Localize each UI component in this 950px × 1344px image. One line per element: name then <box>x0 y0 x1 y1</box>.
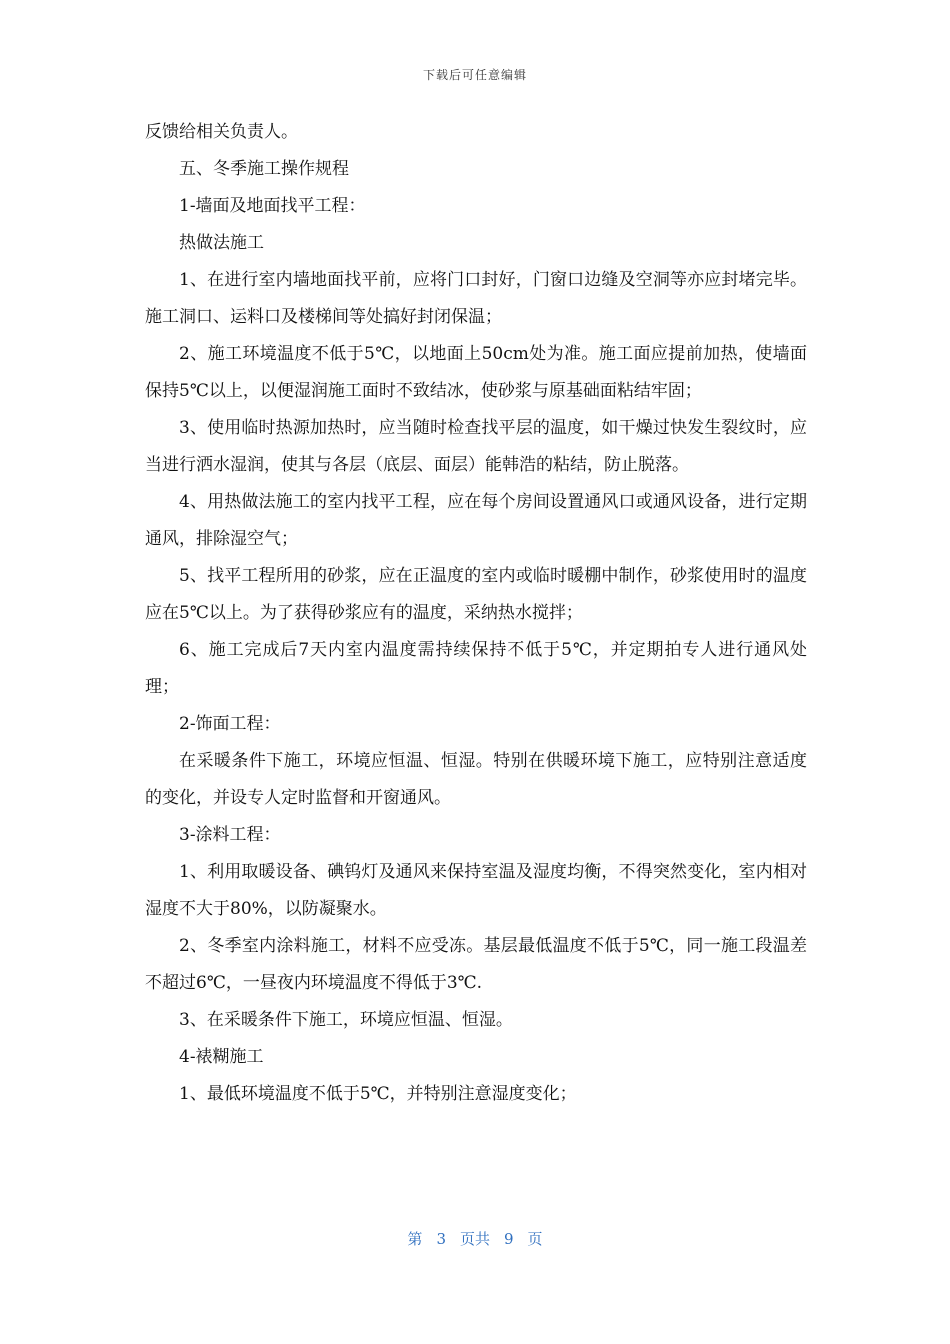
page-header: 下载后可任意编辑 <box>422 68 527 82</box>
paragraph: 1、最低环境温度不低于5℃，并特别注意湿度变化； <box>179 1084 577 1104</box>
document-body <box>145 114 807 1113</box>
subsection-heading: 1-墙面及地面找平工程： <box>179 196 366 216</box>
footer-prefix: 第 <box>407 1230 423 1248</box>
paragraph: 反馈给相关负责人。 <box>145 122 298 142</box>
paragraph: 1、在进行室内墙地面找平前，应将门口封好，门窗口边缝及空洞等亦应封堵完毕。施工洞口、运料口及楼梯间等处搞好封闭保温； <box>145 270 807 327</box>
footer-middle: 页共 <box>459 1230 490 1248</box>
subsection-heading: 热做法施工 <box>179 233 264 253</box>
paragraph: 3、使用临时热源加热时，应当随时检查找平层的温度，如干燥过快发生裂纹时，应当进行洒水湿润，使其与各层（底层、面层）能韩浩的粘结，防止脱落。 <box>145 418 807 475</box>
paragraph: 6、施工完成后7天内室内温度需持续保持不低于5℃，并定期拍专人进行通风处理； <box>145 640 807 697</box>
paragraph: 2、冬季室内涂料施工，材料不应受冻。基层最低温度不低于5℃，同一施工段温差不超过6℃，一昼夜内环境温度不得低于3℃. <box>145 936 807 993</box>
paragraph: 5、找平工程所用的砂浆，应在正温度的室内或临时暖棚中制作，砂浆使用时的温度应在5℃以上。为了获得砂浆应有的温度，采纳热水搅拌； <box>145 566 807 623</box>
page-footer <box>0 1228 950 1249</box>
current-page-number: 3 <box>436 1230 446 1248</box>
total-pages-number: 9 <box>504 1230 514 1248</box>
section-heading: 五、冬季施工操作规程 <box>179 159 349 179</box>
subsection-heading: 4-裱糊施工 <box>179 1047 264 1067</box>
subsection-heading: 2-饰面工程： <box>179 714 281 734</box>
paragraph: 在采暖条件下施工，环境应恒温、恒湿。特别在供暖环境下施工，应特别注意适度的变化，并设专人定时监督和开窗通风。 <box>145 751 807 808</box>
paragraph: 1、利用取暖设备、碘钨灯及通风来保持室温及湿度均衡，不得突然变化，室内相对湿度不大于80%，以防凝聚水。 <box>145 862 807 919</box>
subsection-heading: 3-涂料工程： <box>179 825 281 845</box>
paragraph: 4、用热做法施工的室内找平工程，应在每个房间设置通风口或通风设备，进行定期通风，排除湿空气； <box>145 492 807 549</box>
paragraph: 3、在采暖条件下施工，环境应恒温、恒湿。 <box>179 1010 513 1030</box>
paragraph: 2、施工环境温度不低于5℃，以地面上50cm处为准。施工面应提前加热，使墙面保持5℃以上，以便湿润施工面时不致结冰，使砂浆与原基础面粘结牢固； <box>145 344 807 401</box>
footer-suffix: 页 <box>527 1230 543 1248</box>
